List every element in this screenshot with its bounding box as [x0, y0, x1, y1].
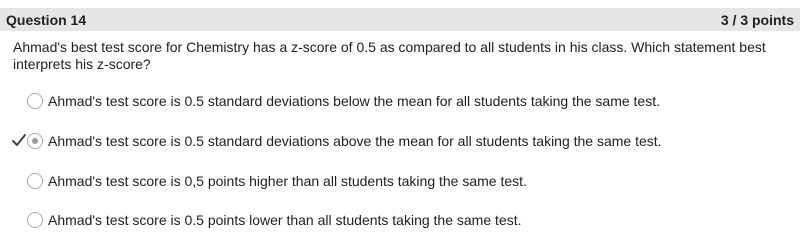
- correct-mark-slot: [0, 90, 27, 112]
- radio-button-icon[interactable]: [27, 133, 43, 149]
- radio-button-icon[interactable]: [27, 93, 43, 109]
- question-title: Question 14: [6, 11, 87, 28]
- answer-option-3[interactable]: [0, 170, 700, 192]
- answer-option-2[interactable]: [0, 130, 700, 152]
- answer-option-label: Ahmad's test score is 0.5 standard deviations above the mean for all students taking the same test.: [48, 133, 662, 149]
- correct-mark-slot: [0, 209, 27, 231]
- checkmark-icon: [11, 132, 27, 148]
- answer-option-4[interactable]: [0, 209, 700, 231]
- answer-option-label: Ahmad's test score is 0.5 points lower than all students taking the same test.: [48, 212, 522, 228]
- answer-option-1[interactable]: [0, 90, 700, 112]
- radio-button-icon[interactable]: [27, 173, 43, 189]
- answer-option-label: Ahmad's test score is 0.5 standard deviations below the mean for all students taking the same test.: [48, 93, 661, 109]
- question-points: 3 / 3 points: [720, 11, 794, 28]
- question-prompt: Ahmad's best test score for Chemistry has a z-score of 0.5 as compared to all students in his class. Which statement best interprets his z-score?: [13, 39, 766, 72]
- question-header: [0, 8, 800, 31]
- radio-button-icon[interactable]: [27, 212, 43, 228]
- radio-selected-dot: [32, 138, 38, 144]
- answer-option-label: Ahmad's test score is 0,5 points higher than all students taking the same test.: [48, 173, 527, 189]
- correct-mark-slot: [0, 170, 27, 192]
- correct-mark-slot: [0, 130, 27, 152]
